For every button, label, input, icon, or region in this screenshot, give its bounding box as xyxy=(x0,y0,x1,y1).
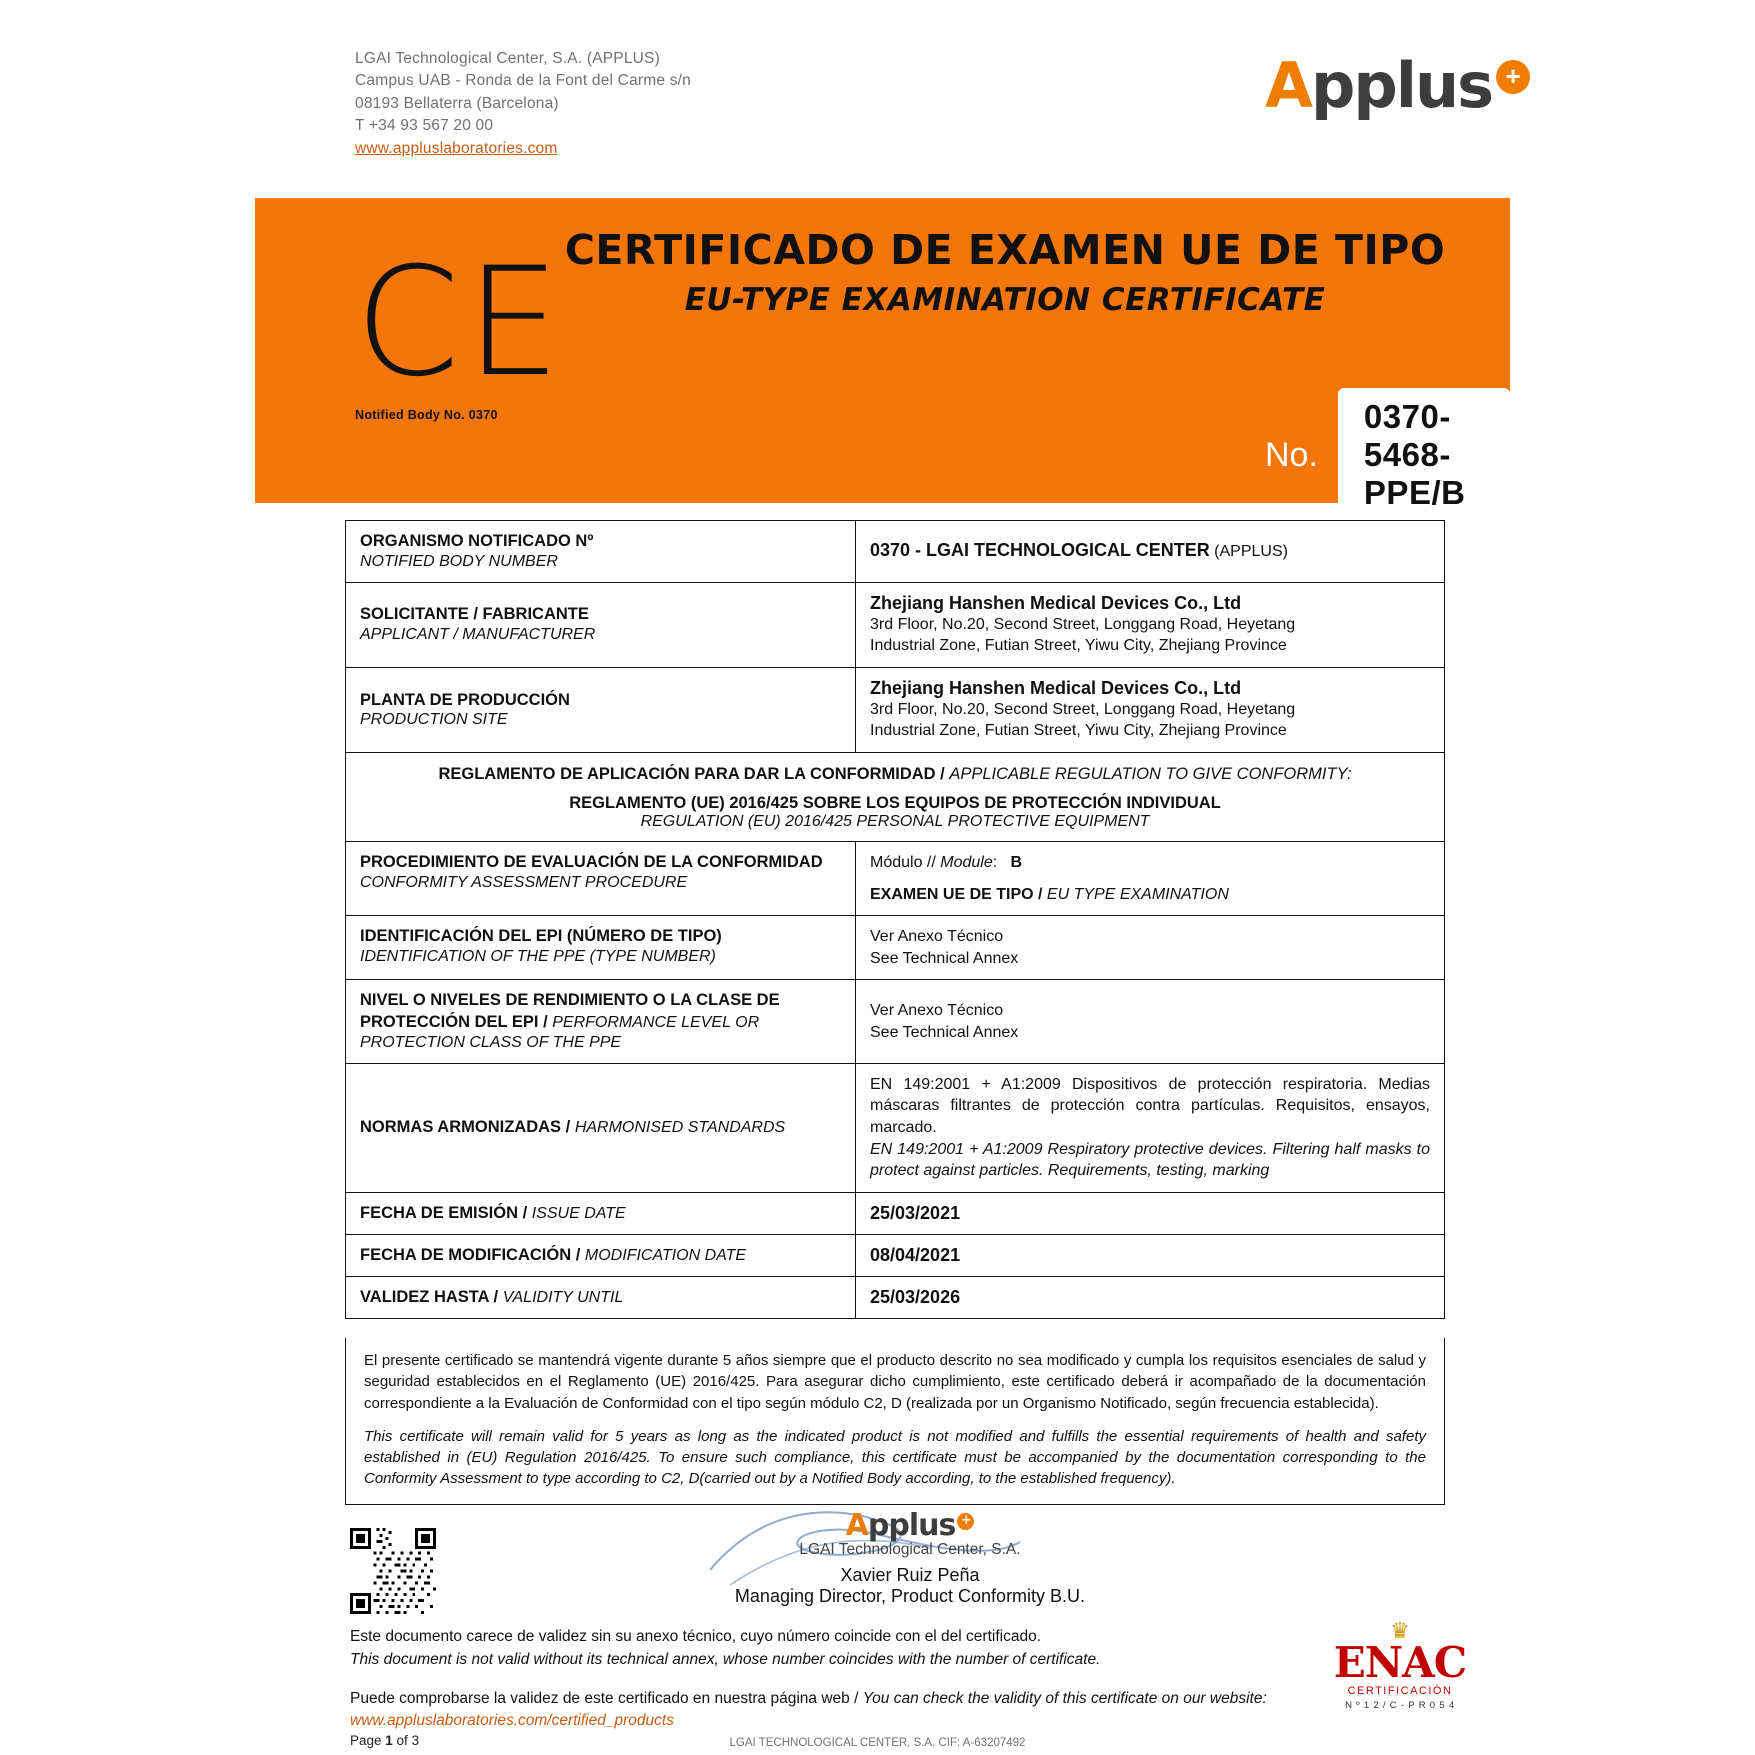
page-number-prefix: Page xyxy=(350,1733,386,1748)
performance-level-label-sep: / xyxy=(538,1012,553,1031)
table-row-production-site xyxy=(346,668,1444,753)
issue-date-labels xyxy=(346,1193,856,1234)
notified-body-label-en: NOTIFIED BODY NUMBER xyxy=(360,552,558,570)
conformity-procedure-labels xyxy=(346,842,856,915)
footer-web-sep: / xyxy=(849,1690,863,1707)
conformity-procedure-label-es: PROCEDIMIENTO DE EVALUACIÓN DE LA CONFORMIDAD xyxy=(360,853,823,872)
regulation-line-2: REGLAMENTO (UE) 2016/425 SOBRE LOS EQUIPOS DE PROTECCIÓN INDIVIDUAL xyxy=(569,794,1221,813)
module-label-en: Module xyxy=(940,854,993,872)
ce-mark-icon: CE xyxy=(355,236,567,410)
notified-body-value-bold: 0370 - LGAI TECHNOLOGICAL CENTER xyxy=(870,540,1210,561)
module-value: B xyxy=(1010,854,1023,872)
notified-body-label-es: ORGANISMO NOTIFICADO Nº xyxy=(360,532,594,550)
table-row-modification-date xyxy=(346,1235,1444,1277)
page-number-total: 3 xyxy=(411,1733,420,1748)
production-site-label-en: PRODUCTION SITE xyxy=(360,711,508,729)
address-line-3: 08193 Bellaterra (Barcelona) xyxy=(355,94,559,112)
certificate-table xyxy=(345,520,1445,1319)
notified-body-caption: Notified Body No. 0370 xyxy=(355,408,498,422)
applicant-address-1: 3rd Floor, No.20, Second Street, Longgang Road, Heyetang xyxy=(870,615,1296,633)
header-address xyxy=(355,48,691,160)
harmonised-standards-value xyxy=(856,1064,1444,1192)
applus-logo xyxy=(1265,49,1545,125)
production-site-address-2: Industrial Zone, Futian Street, Yiwu City, Zhejiang Province xyxy=(870,722,1287,740)
legal-notice xyxy=(345,1338,1445,1505)
notified-body-value xyxy=(856,521,1444,582)
table-row-applicant xyxy=(346,583,1444,668)
certificate-number-value: 0370-5468-PPE/B xyxy=(1338,388,1510,522)
applicant-label-es: SOLICITANTE / FABRICANTE xyxy=(360,605,589,624)
certificate-number-group xyxy=(1265,388,1510,522)
conformity-procedure-label-en: CONFORMITY ASSESSMENT PROCEDURE xyxy=(360,873,688,891)
table-row-performance-level xyxy=(346,980,1444,1063)
performance-level-value xyxy=(856,980,1444,1062)
legal-notice-en: This certificate will remain valid for 5 years as long as the indicated product is not modified and fulfills the essential requirements of health and safety established in (EU) Regulation 2016/425. To ensure such compliance, this certificate must be accompanied by the documentation corresponding to the Conformity Assessment to type according to C2, D(carried out by a Notified Body according, to the established frequency). xyxy=(364,1427,1426,1488)
footer-web-link[interactable]: www.appluslaboratories.com/certified_products xyxy=(350,1712,674,1730)
footer-web-en: You can check the validity of this certificate on our website: xyxy=(862,1690,1267,1707)
table-row-notified-body xyxy=(346,521,1444,583)
applicant-labels xyxy=(346,583,856,667)
enac-subtitle: CERTIFICACIÓN xyxy=(1347,1685,1453,1697)
applus-plus-icon-small: + xyxy=(957,1513,974,1530)
harmonised-standards-label-en: HARMONISED STANDARDS xyxy=(574,1119,786,1137)
notified-body-value-rest: (APPLUS) xyxy=(1209,543,1288,561)
performance-level-value-es: Ver Anexo Técnico xyxy=(870,1002,1004,1020)
signature-role: Managing Director, Product Conformity B.U. xyxy=(734,1586,1086,1606)
module-label-es: Módulo xyxy=(870,854,923,872)
production-site-label-es: PLANTA DE PRODUCCIÓN xyxy=(360,690,570,709)
footer-web-es: Puede comprobarse la validez de este certificado en nuestra página web xyxy=(350,1690,850,1707)
performance-level-labels xyxy=(346,980,856,1062)
certificate-number-label: No. xyxy=(1265,435,1318,474)
banner-title-es: CERTIFICADO DE EXAMEN UE DE TIPO xyxy=(564,226,1446,274)
issue-date-text: 25/03/2021 xyxy=(870,1202,961,1223)
ppe-identification-value-es: Ver Anexo Técnico xyxy=(870,928,1004,946)
performance-level-value-en: See Technical Annex xyxy=(870,1023,1019,1041)
applicant-name: Zhejiang Hanshen Medical Devices Co., Ltd xyxy=(870,592,1242,613)
table-row-harmonised-standards xyxy=(346,1064,1444,1193)
applicant-address-2: Industrial Zone, Futian Street, Yiwu City, Zhejiang Province xyxy=(870,637,1287,655)
enac-wordmark: ENAC xyxy=(1333,1638,1467,1687)
validity-until-label-en: VALIDITY UNTIL xyxy=(502,1288,624,1306)
validity-until-label-sep: / xyxy=(488,1287,503,1306)
footer-note xyxy=(350,1625,1330,1672)
validity-until-value xyxy=(856,1277,1444,1318)
modification-date-label-sep: / xyxy=(571,1245,585,1264)
harmonised-standards-label-sep: / xyxy=(561,1118,575,1137)
harmonised-standards-labels xyxy=(346,1064,856,1192)
modification-date-labels xyxy=(346,1235,856,1276)
table-row-regulation xyxy=(346,753,1444,842)
modification-date-label-en: MODIFICATION DATE xyxy=(584,1246,747,1264)
regulation-line-1-sep: / xyxy=(935,765,950,783)
harmonised-standards-value-en: EN 149:2001 + A1:2009 Respiratory protective devices. Filtering half masks to protect against particles. Requirements, testing, marking xyxy=(870,1140,1430,1180)
page-number-current: 1 xyxy=(385,1733,393,1748)
modification-date-text: 08/04/2021 xyxy=(870,1244,961,1265)
table-row-validity-until xyxy=(346,1277,1444,1319)
harmonised-standards-label-es: NORMAS ARMONIZADAS xyxy=(360,1118,562,1137)
regulation-line-1-es: REGLAMENTO DE APLICACIÓN PARA DAR LA CONFORMIDAD xyxy=(438,765,936,783)
enac-crown-icon: ♛ xyxy=(1390,1618,1410,1643)
notified-body-labels xyxy=(346,521,856,582)
modification-date-value xyxy=(856,1235,1444,1276)
footer-cif: LGAI TECHNOLOGICAL CENTER, S.A. CIF: A-63207492 xyxy=(729,1737,1026,1749)
address-line-4: T +34 93 567 20 00 xyxy=(355,117,494,135)
signature-name: Xavier Ruiz Peña xyxy=(840,1565,980,1585)
header-website-link[interactable]: www.appluslaboratories.com xyxy=(355,139,558,157)
ppe-identification-label-en: IDENTIFICATION OF THE PPE (TYPE NUMBER) xyxy=(360,947,716,965)
conformity-value-es: EXAMEN UE DE TIPO xyxy=(870,885,1034,903)
ppe-identification-labels xyxy=(346,916,856,979)
modification-date-label-es: FECHA DE MODIFICACIÓN xyxy=(360,1245,572,1264)
production-site-name: Zhejiang Hanshen Medical Devices Co., Ltd xyxy=(870,677,1242,698)
regulation-line-1 xyxy=(360,763,1430,786)
issue-date-label-en: ISSUE DATE xyxy=(531,1204,626,1222)
enac-logo xyxy=(1330,1620,1470,1711)
qr-code xyxy=(350,1528,436,1614)
table-row-ppe-identification xyxy=(346,916,1444,980)
footer-note-en: This document is not valid without its technical annex, whose number coincides with the number of certificate. xyxy=(350,1651,1101,1669)
production-site-labels xyxy=(346,668,856,752)
address-line-2: Campus UAB - Ronda de la Font del Carme s/n xyxy=(355,72,691,90)
page-number-mid: of xyxy=(392,1733,412,1748)
performance-level-label-en: PERFORMANCE LEVEL OR PROTECTION CLASS OF THE PPE xyxy=(360,1013,760,1051)
production-site-value xyxy=(856,668,1444,752)
applicant-label-en: APPLICANT / MANUFACTURER xyxy=(360,626,596,644)
harmonised-standards-value-es: EN 149:2001 + A1:2009 Dispositivos de protección respiratoria. Medias máscaras filtrantes de protección contra partículas. Requisitos, ensayos, marcado. xyxy=(870,1075,1430,1137)
validity-until-labels xyxy=(346,1277,856,1318)
footer-web xyxy=(350,1688,1360,1733)
applus-plus-icon: + xyxy=(1496,60,1530,94)
banner-title-en: EU-TYPE EXAMINATION CERTIFICATE xyxy=(684,282,1326,318)
table-row-conformity-procedure xyxy=(346,842,1444,916)
qr-code-icon xyxy=(350,1528,436,1614)
issue-date-value xyxy=(856,1193,1444,1234)
legal-notice-es: El presente certificado se mantendrá vigente durante 5 años siempre que el producto descrito no sea modificado y cumpla los requisitos esenciales de salud y seguridad establecidos en el Reglamento (UE) 2016/425. Para asegurar dicho cumplimiento, este certificado deberá ir acompañado de la documentación correspondiente a la Evaluación de Conformidad con el tipo según módulo C2, D (realizada por un Organismo Notificado, según frecuencia establecida). xyxy=(364,1352,1426,1412)
regulation-block xyxy=(346,753,1444,841)
signature-block xyxy=(700,1508,1120,1607)
issue-date-label-sep: / xyxy=(517,1203,532,1222)
certificate-banner xyxy=(255,198,1510,511)
validity-until-text: 25/03/2026 xyxy=(870,1286,961,1307)
ppe-identification-label-es: IDENTIFICACIÓN DEL EPI (NÚMERO DE TIPO) xyxy=(360,927,722,946)
regulation-line-3: REGULATION (EU) 2016/425 PERSONAL PROTECTIVE EQUIPMENT xyxy=(640,813,1150,831)
enac-code: N º 1 2 / C - P R 0 5 4 xyxy=(1345,1700,1455,1711)
banner-title xyxy=(545,226,1465,318)
module-label-sep: // xyxy=(922,854,941,872)
ppe-identification-value-en: See Technical Annex xyxy=(870,949,1019,967)
signature-applus-logo: Applus + xyxy=(700,1508,1120,1543)
performance-level-label-es: NIVEL O NIVELES DE RENDIMIENTO O LA CLASE DE PROTECCIÓN DEL EPI xyxy=(360,991,780,1031)
table-row-issue-date xyxy=(346,1193,1444,1235)
conformity-value-en: EU TYPE EXAMINATION xyxy=(1046,885,1229,903)
applicant-value xyxy=(856,583,1444,667)
validity-until-label-es: VALIDEZ HASTA xyxy=(360,1287,489,1306)
conformity-value-sep: / xyxy=(1033,885,1047,903)
footer-note-es: Este documento carece de validez sin su anexo técnico, cuyo número coincide con el del certificado. xyxy=(350,1628,1041,1645)
production-site-address-1: 3rd Floor, No.20, Second Street, Longgang Road, Heyetang xyxy=(870,700,1296,718)
conformity-procedure-value: Módulo // Module: B EXAMEN UE DE TIPO / EU TYPE EXAMINATION xyxy=(870,854,1229,903)
signature-company: LGAI Technological Center, S.A. xyxy=(799,1541,1021,1558)
address-line-1: LGAI Technological Center, S.A. (APPLUS) xyxy=(355,50,660,67)
ce-mark xyxy=(355,236,567,422)
issue-date-label-es: FECHA DE EMISIÓN xyxy=(360,1203,518,1222)
regulation-line-1-en: APPLICABLE REGULATION TO GIVE CONFORMITY: xyxy=(949,765,1352,783)
ppe-identification-value xyxy=(856,916,1444,979)
applus-wordmark: Applus xyxy=(1265,49,1493,122)
